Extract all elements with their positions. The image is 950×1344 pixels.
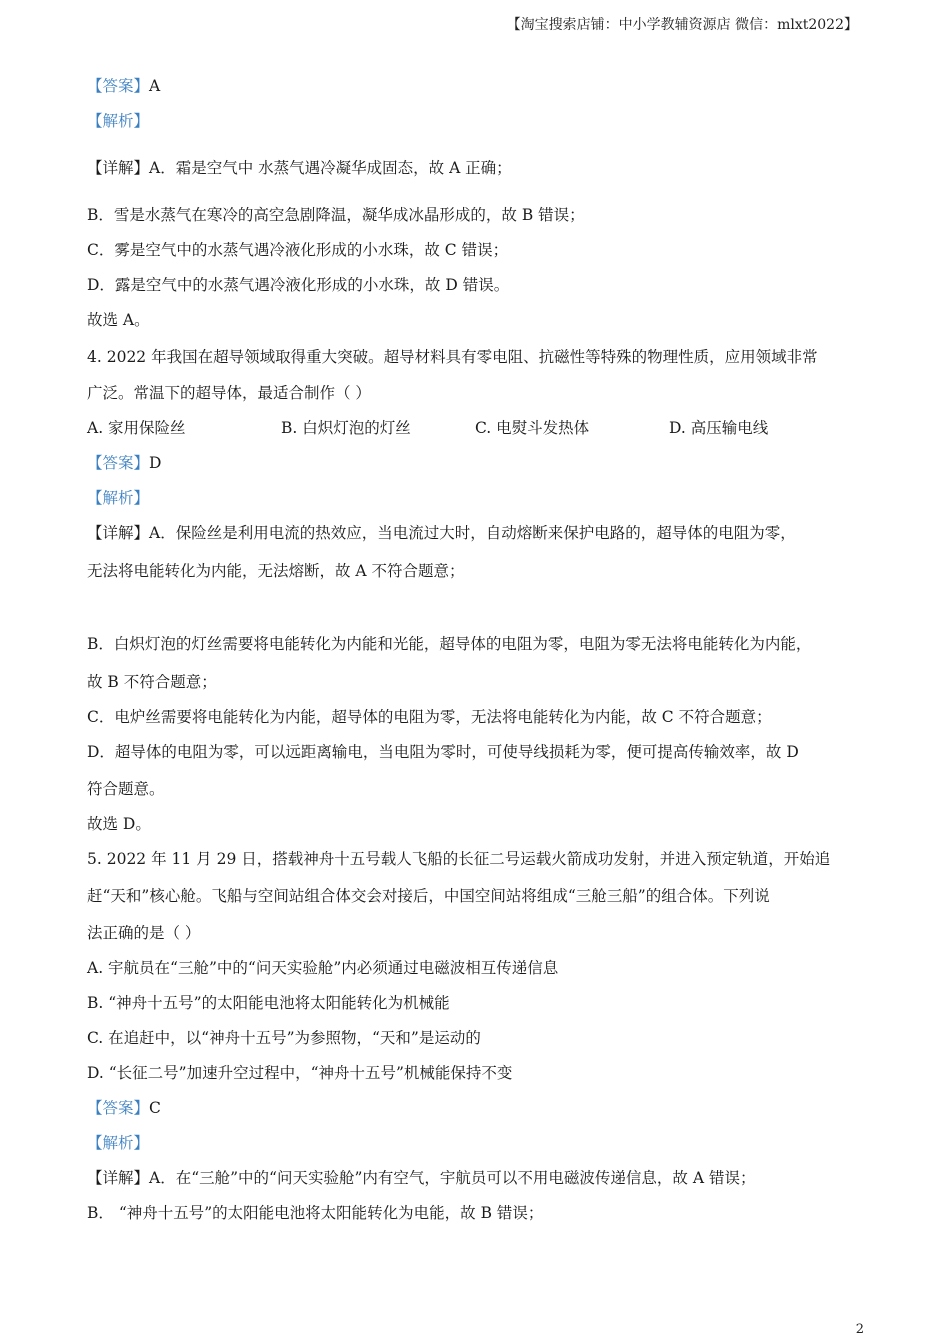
detail-tag: 【详解】 xyxy=(87,1169,150,1187)
detail-tag: 【详解】 xyxy=(87,159,150,177)
q4-detail-line: 符合题意。 xyxy=(87,780,165,798)
q4-option-d: D. 高压输电线 xyxy=(669,419,769,437)
q5-stem: 赶“天和”核心舱。飞船与空间站组合体交会对接后，中国空间站将组成“三舱三船”的组合体。下列说 xyxy=(87,887,770,905)
q4-option-a: A. 家用保险丝 xyxy=(87,419,186,437)
q3-detail-line: D．露是空气中的水蒸气遇冷液化形成的小水珠，故 D 错误。 xyxy=(87,276,510,294)
q4-analysis-tag: 【解析】 xyxy=(87,489,150,507)
answer-value: A xyxy=(149,77,161,95)
q3-answer xyxy=(87,76,160,96)
q4-detail-line: D．超导体的电阻为零，可以远距离输电，当电阻为零时，可使导线损耗为零，便可提高传输效率，故 D xyxy=(87,743,799,761)
q4-stem: 广泛。常温下的超导体，最适合制作（ ） xyxy=(87,384,371,402)
q3-detail-line: 【详解】A．霜是空气中 水蒸气遇冷凝华成固态，故 A 正确； xyxy=(87,159,512,177)
q5-option-b: B. “神舟十五号”的太阳能电池将太阳能转化为机械能 xyxy=(87,994,450,1012)
q5-stem: 法正确的是（ ） xyxy=(87,924,201,942)
answer-tag: 【答案】 xyxy=(87,454,150,472)
q5-stem: 5. 2022 年 11 月 29 日，搭载神舟十五号载人飞船的长征二号运载火箭成功发射，并进入预定轨道，开始追 xyxy=(87,850,831,868)
q3-detail-line: B．雪是水蒸气在寒冷的高空急剧降温，凝华成冰晶形成的，故 B 错误； xyxy=(87,206,585,224)
q5-option-c: C. 在追赶中，以“神舟十五号”为参照物，“天和”是运动的 xyxy=(87,1029,481,1047)
answer-value: D xyxy=(149,454,162,472)
q4-conclusion: 故选 D。 xyxy=(87,815,151,833)
q4-option-c: C. 电熨斗发热体 xyxy=(475,419,590,437)
detail-tag: 【详解】 xyxy=(87,524,150,542)
page-number: 2 xyxy=(855,1322,864,1337)
q4-option-b: B. 白炽灯泡的灯丝 xyxy=(281,419,411,437)
page-header: 【淘宝搜索店铺：中小学教辅资源店 微信：mlxt2022】 xyxy=(506,17,858,33)
q5-analysis-tag: 【解析】 xyxy=(87,1134,150,1152)
q4-detail-line: C．电炉丝需要将电能转化为内能，超导体的电阻为零，无法将电能转化为内能，故 C 不符合题意； xyxy=(87,708,772,726)
q4-answer xyxy=(87,453,161,473)
q5-option-a: A. 宇航员在“三舱”中的“问天实验舱”内必须通过电磁波相互传递信息 xyxy=(87,959,559,977)
answer-value: C xyxy=(149,1099,161,1117)
q4-stem: 4. 2022 年我国在超导领域取得重大突破。超导材料具有零电阻、抗磁性等特殊的物理性质，应用领域非常 xyxy=(87,348,818,366)
q4-detail-line: 【详解】A．保险丝是利用电流的热效应，当电流过大时，自动熔断来保护电路的，超导体的电阻为零， xyxy=(87,524,796,542)
q3-analysis-tag: 【解析】 xyxy=(87,112,150,130)
q5-detail-line: 【详解】A．在“三舱”中的“问天实验舱”内有空气，宇航员可以不用电磁波传递信息，故 A 错误； xyxy=(87,1169,756,1187)
q3-conclusion: 故选 A。 xyxy=(87,311,150,329)
q5-detail-line: B． “神舟十五号”的太阳能电池将太阳能转化为电能，故 B 错误； xyxy=(87,1204,544,1222)
q5-option-d: D. “长征二号”加速升空过程中，“神舟十五号”机械能保持不变 xyxy=(87,1064,513,1082)
q4-detail-line: B．白炽灯泡的灯丝需要将电能转化为内能和光能，超导体的电阻为零，电阻为零无法将电能转化为内能， xyxy=(87,635,812,653)
q5-answer xyxy=(87,1098,161,1118)
q4-detail-line: 无法将电能转化为内能，无法熔断，故 A 不符合题意； xyxy=(87,562,465,580)
answer-tag: 【答案】 xyxy=(87,1099,150,1117)
answer-tag: 【答案】 xyxy=(87,77,150,95)
q4-detail-line: 故 B 不符合题意； xyxy=(87,673,217,691)
q3-detail-line: C．雾是空气中的水蒸气遇冷液化形成的小水珠，故 C 错误； xyxy=(87,241,509,259)
